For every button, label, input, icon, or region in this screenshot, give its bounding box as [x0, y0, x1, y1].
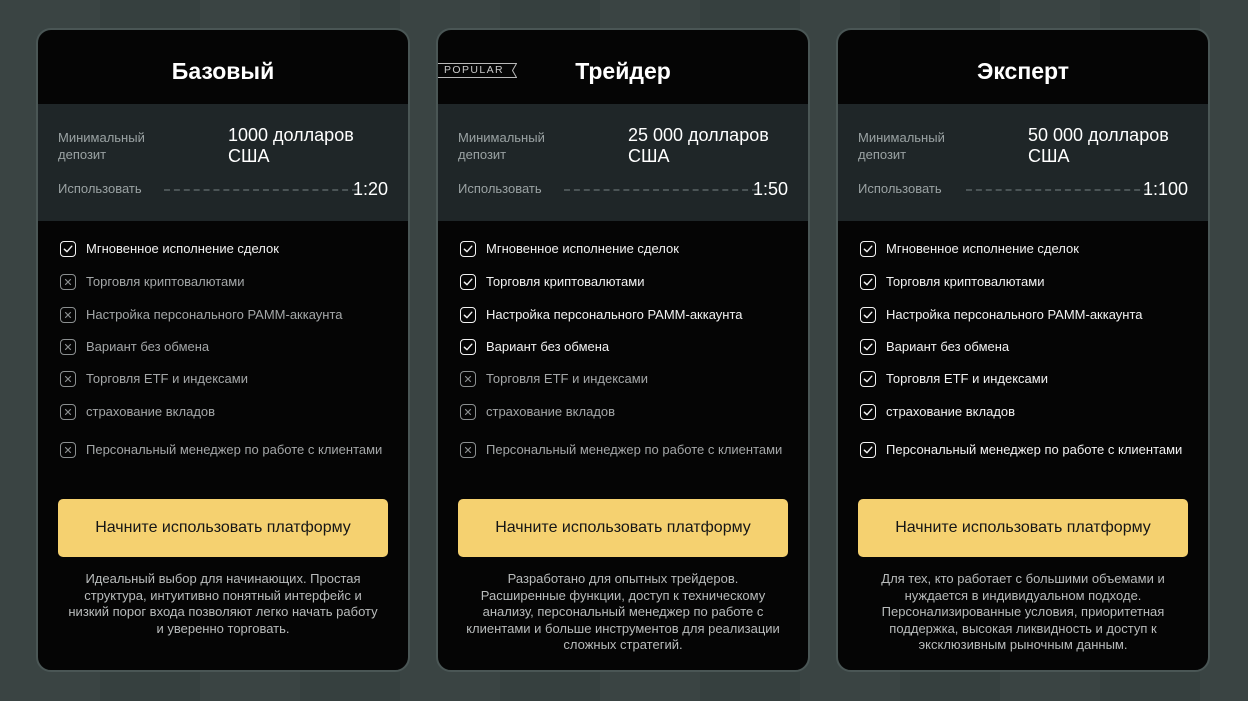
feature-item	[60, 442, 388, 459]
feature-label: Торговля криптовалютами	[486, 274, 645, 289]
feature-item	[460, 274, 788, 291]
plan-header	[38, 30, 408, 104]
feature-label: Настройка персонального PAMM-аккаунта	[86, 307, 343, 322]
leverage-label: Использовать	[858, 181, 942, 196]
plan-header	[438, 30, 808, 104]
leverage-value: 1:100	[1142, 179, 1188, 199]
feature-label: Мгновенное исполнение сделок	[486, 241, 679, 256]
min-deposit-value: 25 000 долларов США	[628, 125, 769, 166]
feature-label: Вариант без обмена	[886, 339, 1010, 354]
feature-item	[460, 307, 788, 324]
feature-item	[60, 274, 388, 291]
feature-item	[460, 442, 788, 459]
start-platform-button[interactable]: Начните использовать платформу	[458, 499, 788, 557]
check-icon	[460, 307, 476, 323]
cross-icon	[60, 442, 76, 458]
min-deposit-label: Минимальный депозит	[858, 130, 945, 162]
plan-title: Базовый	[171, 58, 275, 84]
leverage-value: 1:50	[752, 179, 788, 199]
dashed-divider	[164, 189, 358, 191]
feature-label: Торговля ETF и индексами	[486, 371, 648, 386]
plan-info	[438, 104, 808, 221]
feature-label: Мгновенное исполнение сделок	[86, 241, 279, 256]
check-icon	[460, 339, 476, 355]
check-icon	[860, 339, 876, 355]
feature-label: Мгновенное исполнение сделок	[886, 241, 1079, 256]
cross-icon	[460, 371, 476, 387]
feature-item	[60, 241, 388, 258]
cross-icon	[460, 442, 476, 458]
cross-icon	[60, 371, 76, 387]
check-icon	[460, 241, 476, 257]
feature-label: Торговля ETF и индексами	[886, 371, 1048, 386]
plan-header	[838, 30, 1208, 104]
feature-item	[60, 371, 388, 388]
cross-icon	[60, 339, 76, 355]
feature-label: Персональный менеджер по работе с клиентами	[886, 442, 1183, 457]
plan-info	[38, 104, 408, 221]
feature-label: страхование вкладов	[886, 404, 1016, 419]
check-icon	[860, 241, 876, 257]
feature-label: Настройка персонального PAMM-аккаунта	[486, 307, 743, 322]
cross-icon	[460, 404, 476, 420]
feature-label: Торговля криптовалютами	[886, 274, 1045, 289]
leverage-value: 1:20	[352, 179, 388, 199]
feature-label: Настройка персонального PAMM-аккаунта	[886, 307, 1143, 322]
check-icon	[60, 241, 76, 257]
feature-label: Вариант без обмена	[86, 339, 210, 354]
leverage-label: Использовать	[58, 181, 142, 196]
feature-item	[460, 241, 788, 258]
feature-item	[860, 404, 1188, 421]
feature-item	[860, 371, 1188, 388]
plan-description: Для тех, кто работает с большими объемами и нуждается в индивидуальном подходе. Персонализированные условия, приоритетная поддержка, высокая ликвидность и доступ к эксклюзивным рыночным данным.	[881, 571, 1165, 652]
plan-card	[836, 28, 1210, 672]
plan-title: Эксперт	[976, 58, 1070, 84]
min-deposit-value: 50 000 долларов США	[1028, 125, 1169, 166]
feature-label: страхование вкладов	[486, 404, 616, 419]
dashed-divider	[966, 189, 1150, 191]
feature-item	[60, 339, 388, 356]
cross-icon	[60, 307, 76, 323]
feature-item	[60, 307, 388, 324]
check-icon	[860, 371, 876, 387]
feature-item	[460, 371, 788, 388]
feature-label: Торговля криптовалютами	[86, 274, 245, 289]
plan-info	[838, 104, 1208, 221]
min-deposit-label: Минимальный депозит	[58, 130, 145, 162]
check-icon	[860, 404, 876, 420]
plan-card	[36, 28, 410, 672]
feature-label: Торговля ETF и индексами	[86, 371, 248, 386]
feature-item	[60, 404, 388, 421]
feature-item	[860, 241, 1188, 258]
start-platform-button[interactable]: Начните использовать платформу	[858, 499, 1188, 557]
feature-label: страхование вкладов	[86, 404, 216, 419]
dashed-divider	[564, 189, 758, 191]
feature-label: Персональный менеджер по работе с клиентами	[86, 442, 383, 457]
check-icon	[460, 274, 476, 290]
plan-description: Разработано для опытных трейдеров. Расширенные функции, доступ к техническому анализу, персональный менеджер по работе с клиентами и больше инструментов для реализации сложных стратегий.	[466, 571, 780, 652]
min-deposit-label: Минимальный депозит	[458, 130, 545, 162]
plan-card	[436, 28, 810, 672]
feature-item	[860, 274, 1188, 291]
feature-item	[860, 442, 1188, 459]
popular-badge-label: POPULAR	[438, 63, 508, 78]
feature-label: Персональный менеджер по работе с клиентами	[486, 442, 783, 457]
feature-item	[860, 339, 1188, 356]
leverage-label: Использовать	[458, 181, 542, 196]
feature-item	[860, 307, 1188, 324]
feature-item	[460, 339, 788, 356]
check-icon	[860, 274, 876, 290]
start-platform-button[interactable]: Начните использовать платформу	[58, 499, 388, 557]
check-icon	[860, 442, 876, 458]
cross-icon	[60, 404, 76, 420]
cross-icon	[60, 274, 76, 290]
plan-description: Идеальный выбор для начинающих. Простая структура, интуитивно понятный интерфейс и низкий порог входа позволяют легко начать работу и уверенно торговать.	[68, 571, 378, 636]
check-icon	[860, 307, 876, 323]
plan-title: Трейдер	[575, 58, 671, 84]
feature-item	[460, 404, 788, 421]
feature-label: Вариант без обмена	[486, 339, 610, 354]
min-deposit-value: 1000 долларов США	[228, 125, 354, 166]
